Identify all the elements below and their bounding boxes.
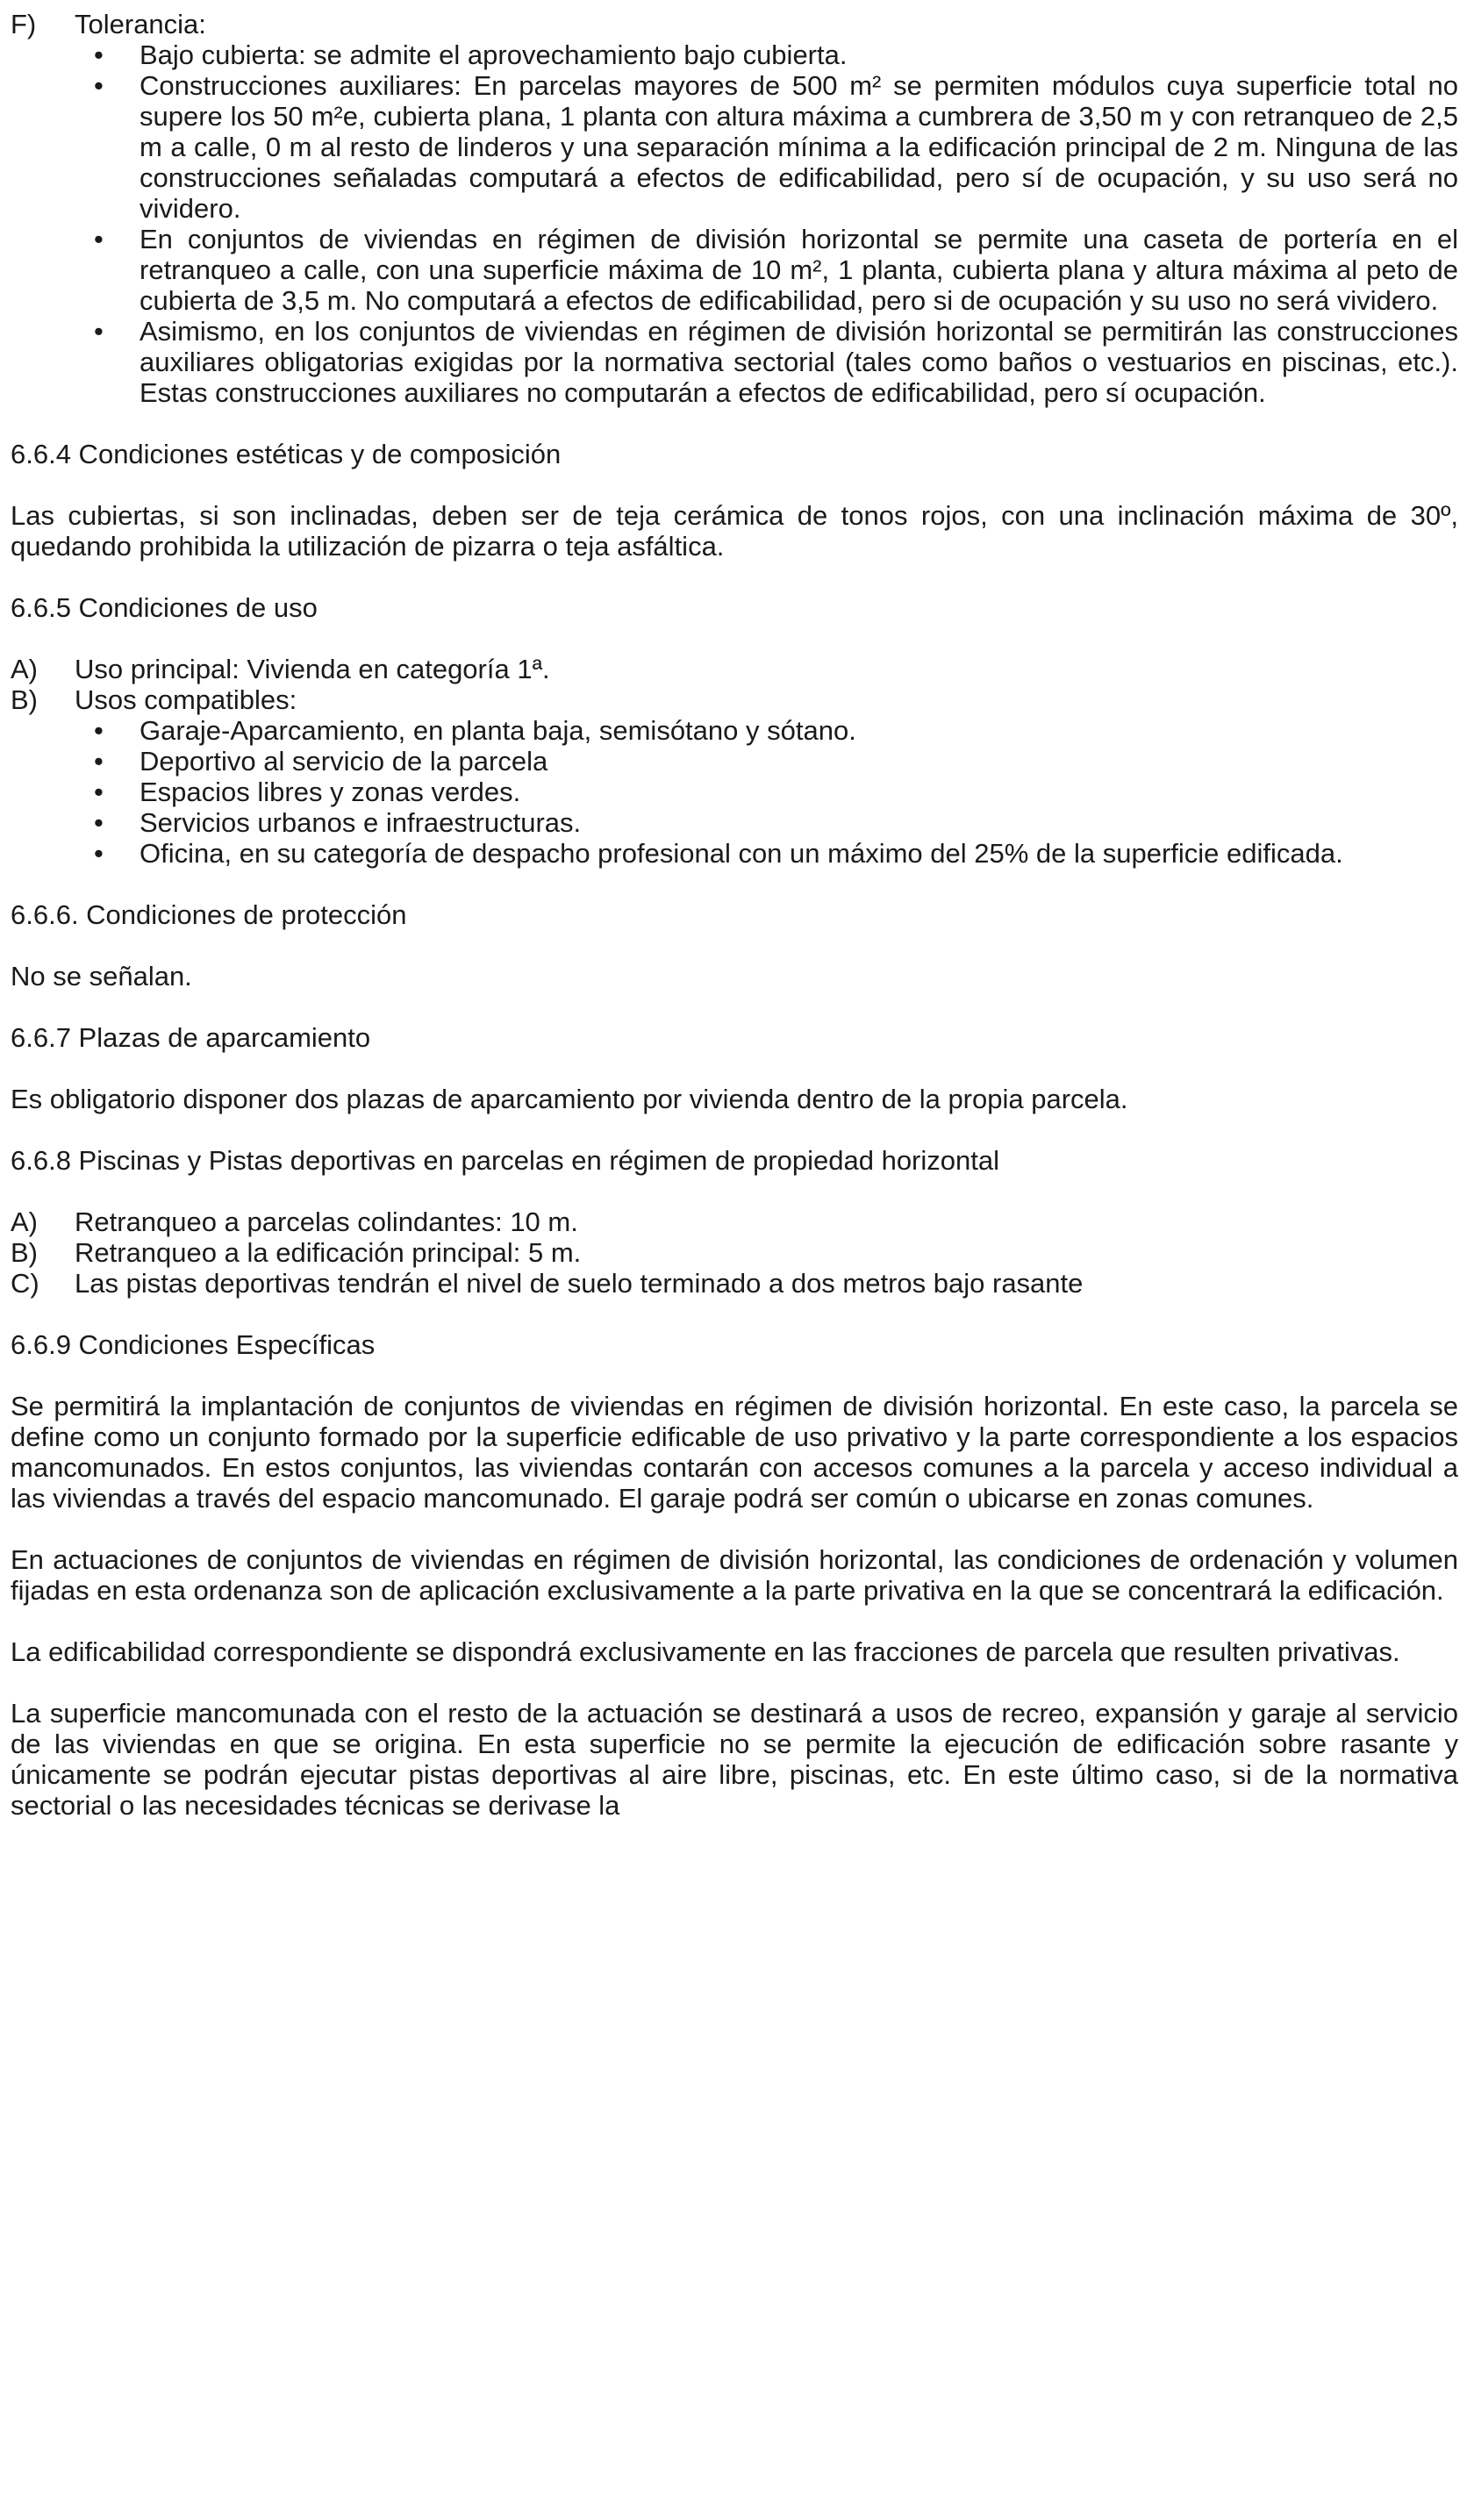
list-item	[11, 715, 1458, 746]
tolerancia-item-3: En conjuntos de viviendas en régimen de división horizontal se permite una caseta de portería en el retranqueo a calle, con una superficie máxima de 10 m², 1 planta, cubierta plana y altura máxima al peto de cubierta de 3,5 m. No computará a efectos de edificabilidad, pero si de ocupación y su uso no será vividero.	[140, 224, 1458, 316]
bullet-icon: •	[94, 777, 104, 807]
section-paragraph-669-3: La edificabilidad correspondiente se dispondrá exclusivamente en las fracciones de parcela que resulten privativas.	[11, 1636, 1400, 1667]
bullet-icon: •	[94, 224, 104, 254]
piscinas-item-text: Las pistas deportivas tendrán el nivel de suelo terminado a dos metros bajo rasante	[75, 1268, 1084, 1299]
list-marker: C)	[11, 1268, 39, 1299]
bullet-icon: •	[94, 715, 104, 746]
section-text-666: No se señalan.	[11, 961, 192, 992]
section-heading-664: 6.6.4 Condiciones estéticas y de composición	[11, 439, 562, 469]
section-paragraph-669-2: En actuaciones de conjuntos de viviendas en régimen de división horizontal, las condiciones de ordenación y volumen fijadas en esta ordenanza son de aplicación exclusivamente a la parte privativa en la que se concentrará la edificación.	[11, 1544, 1458, 1606]
list-item	[11, 746, 1458, 777]
piscinas-item-text: Retranqueo a la edificación principal: 5 m.	[75, 1237, 582, 1268]
list-item	[11, 224, 1458, 316]
tolerancia-item-2: Construcciones auxiliares: En parcelas mayores de 500 m² se permiten módulos cuya superficie total no supere los 50 m²e, cubierta plana, 1 planta con altura máxima a cumbrera de 3,50 m y con retranqueo de 2,5 m a calle, 0 m al resto de linderos y una separación mínima a la edificación principal de 2 m. Ninguna de las construcciones señaladas computará a efectos de edificabilidad, pero sí de ocupación, y su uso será no vividero.	[140, 70, 1458, 224]
uso-item-3: Espacios libres y zonas verdes.	[140, 777, 521, 807]
piscinas-item-b	[11, 1237, 1458, 1268]
bullet-icon: •	[94, 746, 104, 777]
list-marker: B)	[11, 684, 38, 715]
section-text-667: Es obligatorio disponer dos plazas de aparcamiento por vivienda dentro de la propia parcela.	[11, 1084, 1128, 1114]
list-marker: B)	[11, 1237, 38, 1268]
bullet-icon: •	[94, 70, 104, 101]
section-heading-666: 6.6.6. Condiciones de protección	[11, 899, 407, 930]
bullet-icon: •	[94, 807, 104, 838]
list-marker: A)	[11, 1206, 38, 1237]
piscinas-item-c	[11, 1268, 1458, 1299]
piscinas-item-text: Retranqueo a parcelas colindantes: 10 m.	[75, 1206, 578, 1237]
section-paragraph-669-4: La superficie mancomunada con el resto de la actuación se destinará a usos de recreo, expansión y garaje al servicio de las viviendas en que se origina. En esta superficie no se permite la ejecución de edificación sobre rasante y únicamente se podrán ejecutar pistas deportivas al aire libre, piscinas, etc. En este último caso, si de la normativa sectorial o las necesidades técnicas se derivase la	[11, 1698, 1458, 1821]
bullet-icon: •	[94, 838, 104, 869]
uso-item-2: Deportivo al servicio de la parcela	[140, 746, 548, 777]
list-marker: F)	[11, 9, 37, 39]
list-item	[11, 777, 1458, 807]
bullet-icon: •	[94, 316, 104, 347]
uso-principal	[11, 654, 1458, 684]
usos-compatibles	[11, 684, 1458, 715]
list-marker: A)	[11, 654, 38, 684]
section-heading-669: 6.6.9 Condiciones Específicas	[11, 1329, 376, 1360]
list-item	[11, 316, 1458, 408]
list-item	[11, 838, 1458, 869]
section-heading-667: 6.6.7 Plazas de aparcamiento	[11, 1022, 371, 1053]
section-paragraph-669-1: Se permitirá la implantación de conjuntos de viviendas en régimen de división horizontal. En este caso, la parcela se define como un conjunto formado por la superficie edificable de uso privativo y la parte correspondiente a los espacios mancomunados. En estos conjuntos, las viviendas contarán con accesos comunes a la parcela y acceso individual a las viviendas a través del espacio mancomunado. El garaje podrá ser común o ubicarse en zonas comunes.	[11, 1391, 1458, 1514]
list-item	[11, 70, 1458, 224]
bullet-icon: •	[94, 39, 104, 70]
usos-compatibles-text: Usos compatibles:	[75, 684, 297, 715]
uso-item-5: Oficina, en su categoría de despacho profesional con un máximo del 25% de la superficie edificada.	[140, 838, 1343, 869]
tolerancia-title: Tolerancia:	[75, 9, 206, 39]
piscinas-item-a	[11, 1206, 1458, 1237]
uso-principal-text: Uso principal: Vivienda en categoría 1ª.	[75, 654, 550, 684]
tolerancia-item-4: Asimismo, en los conjuntos de viviendas en régimen de división horizontal se permitirán las construcciones auxiliares obligatorias exigidas por la normativa sectorial (tales como baños o vestuarios en piscinas, etc.). Estas construcciones auxiliares no computarán a efectos de edificabilidad, pero sí ocupación.	[140, 316, 1458, 408]
usos-compatibles-list	[11, 715, 1458, 869]
section-heading-665: 6.6.5 Condiciones de uso	[11, 592, 318, 623]
section-text-664: Las cubiertas, si son inclinadas, deben ser de teja cerámica de tonos rojos, con una inclinación máxima de 30º, quedando prohibida la utilización de pizarra o teja asfáltica.	[11, 500, 1458, 562]
section-heading-668: 6.6.8 Piscinas y Pistas deportivas en parcelas en régimen de propiedad horizontal	[11, 1145, 999, 1176]
list-item	[11, 39, 1458, 70]
tolerancia-list	[11, 39, 1458, 408]
document-page	[11, 9, 1458, 1821]
tolerancia-item-1: Bajo cubierta: se admite el aprovechamiento bajo cubierta.	[140, 39, 848, 70]
uso-item-4: Servicios urbanos e infraestructuras.	[140, 807, 582, 838]
uso-item-1: Garaje-Aparcamiento, en planta baja, semisótano y sótano.	[140, 715, 856, 746]
list-item	[11, 807, 1458, 838]
tolerancia-heading	[11, 9, 1458, 39]
